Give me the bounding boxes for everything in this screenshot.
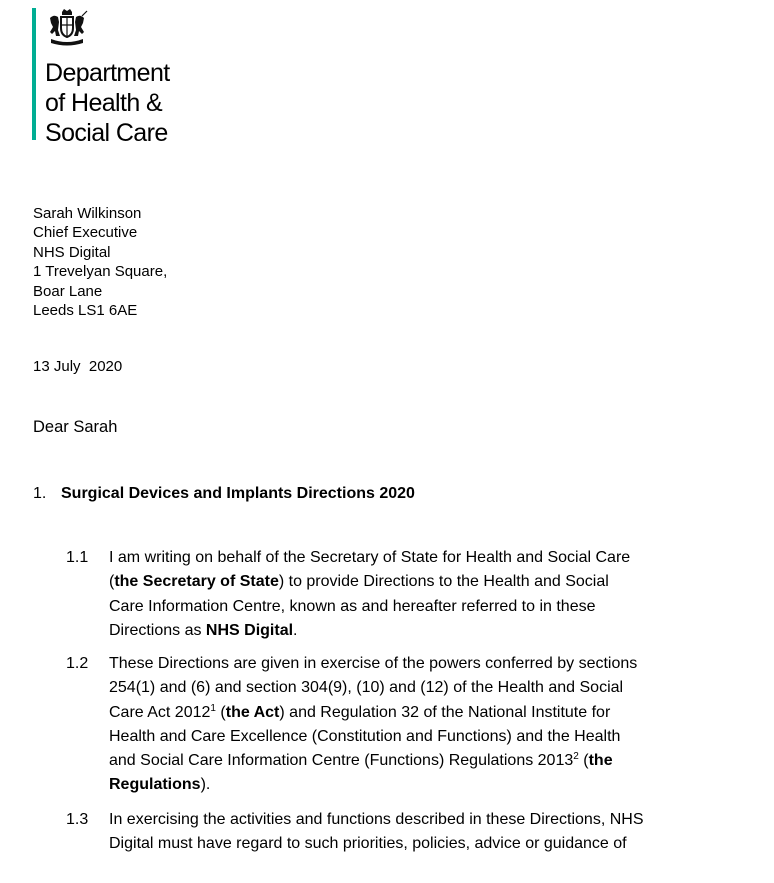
text-run: and Social Care Information Centre (Functions) Regulations 2013	[109, 752, 574, 770]
footnote-reference: 1	[210, 702, 216, 714]
paragraph-number: 1.1	[66, 549, 89, 566]
paragraph-line	[109, 676, 729, 700]
salutation: Dear Sarah	[33, 418, 118, 436]
paragraph-line	[109, 652, 729, 676]
defined-term: NHS Digital	[205, 621, 294, 639]
paragraph-text	[109, 808, 729, 857]
paragraph-1-3	[66, 808, 746, 858]
recipient-title: Chief Executive	[33, 224, 138, 242]
paragraph-text	[109, 652, 729, 798]
text-run: Digital must have regard to such priorities, policies, advice or guidance of	[109, 835, 627, 853]
paragraph-line	[109, 595, 729, 619]
defined-term: Regulations	[109, 776, 201, 794]
text-run: 254(1) and (6) and section 304(9), (10) and (12) of the Health and Social	[109, 679, 624, 697]
paragraph-line	[109, 808, 729, 832]
paragraph-line	[109, 570, 729, 594]
text-run: Care Information Centre, known as and hereafter referred to in these	[109, 597, 596, 615]
defined-term: the Secretary of State	[114, 573, 279, 591]
address-line-1: 1 Trevelyan Square,	[33, 263, 168, 281]
logo-accent-bar	[32, 8, 36, 140]
address-line-2: Boar Lane	[33, 282, 103, 300]
defined-term: the	[588, 752, 613, 770]
paragraph-number: 1.2	[66, 655, 89, 672]
text-run: In exercising the activities and functions described in these Directions, NHS	[109, 811, 644, 828]
department-name-line: of Health &	[45, 89, 163, 117]
letter-date: 13 July 2020	[33, 358, 123, 375]
department-name-line: Social Care	[45, 119, 168, 147]
department-name	[45, 58, 170, 148]
paragraph-number: 1.3	[66, 811, 89, 828]
text-run: Health and Care Excellence (Constitution and Functions) and the Health	[109, 727, 621, 745]
text-run: (	[578, 752, 589, 770]
paragraph-line	[109, 773, 729, 797]
paragraph-text	[109, 546, 729, 643]
text-run: ).	[200, 776, 211, 794]
text-run: (	[215, 703, 226, 721]
paragraph-line	[109, 619, 729, 643]
text-run: .	[293, 621, 298, 639]
text-run: Care Act 2012	[109, 703, 211, 721]
section-heading	[33, 483, 415, 505]
text-run: Directions as	[109, 621, 206, 639]
text-run: (	[109, 573, 115, 591]
footnote-reference: 2	[573, 751, 579, 763]
section-number: 1.	[33, 485, 47, 502]
royal-coat-of-arms-icon	[46, 8, 88, 48]
paragraph-1-2	[66, 652, 746, 800]
paragraph-line	[109, 546, 729, 570]
text-run: ) and Regulation 32 of the National Institute for	[279, 703, 611, 721]
paragraph-line	[109, 725, 729, 749]
recipient-address-block	[33, 204, 167, 320]
paragraph-1-1	[66, 546, 746, 644]
recipient-organisation: NHS Digital	[33, 243, 111, 261]
department-name-line: Department	[45, 59, 170, 87]
recipient-name: Sarah Wilkinson	[33, 205, 142, 222]
text-run: ) to provide Directions to the Health and Social	[278, 573, 609, 591]
paragraph-line	[109, 701, 729, 725]
text-run: I am writing on behalf of the Secretary of State for Health and Social Care	[109, 549, 631, 566]
paragraph-line	[109, 832, 729, 856]
department-logo	[32, 8, 202, 147]
text-run: These Directions are given in exercise of the powers conferred by sections	[109, 655, 638, 672]
defined-term: the Act	[225, 703, 280, 721]
paragraph-line	[109, 749, 729, 773]
address-line-3: Leeds LS1 6AE	[33, 302, 138, 320]
section-title: Surgical Devices and Implants Directions 2020	[61, 485, 415, 502]
